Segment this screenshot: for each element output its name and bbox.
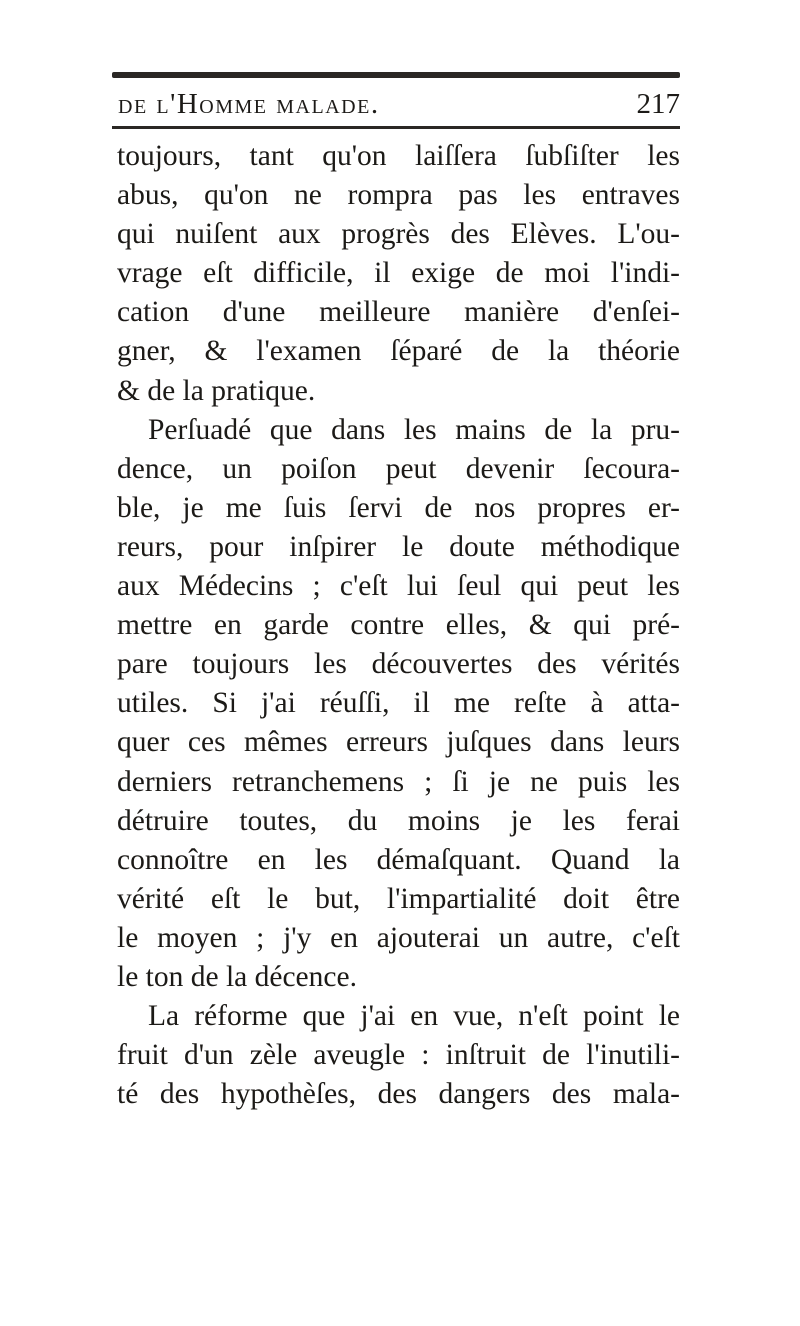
text-line: cation d'une meilleure manière d'enſei- xyxy=(117,296,680,329)
text-line: utiles. Si j'ai réuſſi, il me reſte à atta- xyxy=(117,687,680,720)
text-line: dence, un poiſon peut devenir ſecoura- xyxy=(117,452,680,485)
text-line: quer ces mêmes erreurs juſques dans leurs xyxy=(117,726,680,759)
paragraph-end-line: le ton de la décence. xyxy=(117,960,357,993)
paragraph-start-line: Perſuadé que dans les mains de la pru- xyxy=(148,413,680,446)
text-line: pare toujours les découvertes des vérités xyxy=(117,648,680,681)
text-line: fruit d'un zèle aveugle : inſtruit de l'inutili- xyxy=(117,1039,680,1072)
text-line: le moyen ; j'y en ajouterai un autre, c'eſt xyxy=(117,921,680,954)
body-text xyxy=(117,137,680,1114)
page-number: 217 xyxy=(636,88,680,120)
paragraph-end-line: & de la pratique. xyxy=(117,374,316,407)
text-line: qui nuiſent aux progrès des Elèves. L'ou- xyxy=(117,218,680,251)
text-line: mettre en garde contre elles, & qui pré- xyxy=(117,609,680,642)
text-line: derniers retranchemens ; ſi je ne puis les xyxy=(117,765,680,798)
text-line: vrage eſt difficile, il exige de moi l'indi- xyxy=(117,257,680,290)
text-line: détruire toutes, du moins je les ferai xyxy=(117,804,680,837)
text-line: gner, & l'examen ſéparé de la théorie xyxy=(117,335,680,368)
running-head xyxy=(112,86,680,122)
running-title: de l'Homme malade. xyxy=(118,88,380,120)
text-line: connoître en les démaſquant. Quand la xyxy=(117,843,680,876)
header-rule xyxy=(112,126,680,129)
text-line: vérité eſt le but, l'impartialité doit être xyxy=(117,882,680,915)
text-line: té des hypothèſes, des dangers des mala- xyxy=(117,1078,680,1111)
text-line: ble, je me ſuis ſervi de nos propres er- xyxy=(117,491,680,524)
text-line: toujours, tant qu'on laiſſera ſubſiſter les xyxy=(117,140,680,172)
text-line: reurs, pour inſpirer le doute méthodique xyxy=(117,530,680,563)
text-line: aux Médecins ; c'eſt lui ſeul qui peut les xyxy=(117,570,680,603)
top-rule xyxy=(112,72,680,78)
text-line: abus, qu'on ne rompra pas les entraves xyxy=(117,179,680,212)
paragraph-start-line: La réforme que j'ai en vue, n'eſt point le xyxy=(148,1000,680,1033)
